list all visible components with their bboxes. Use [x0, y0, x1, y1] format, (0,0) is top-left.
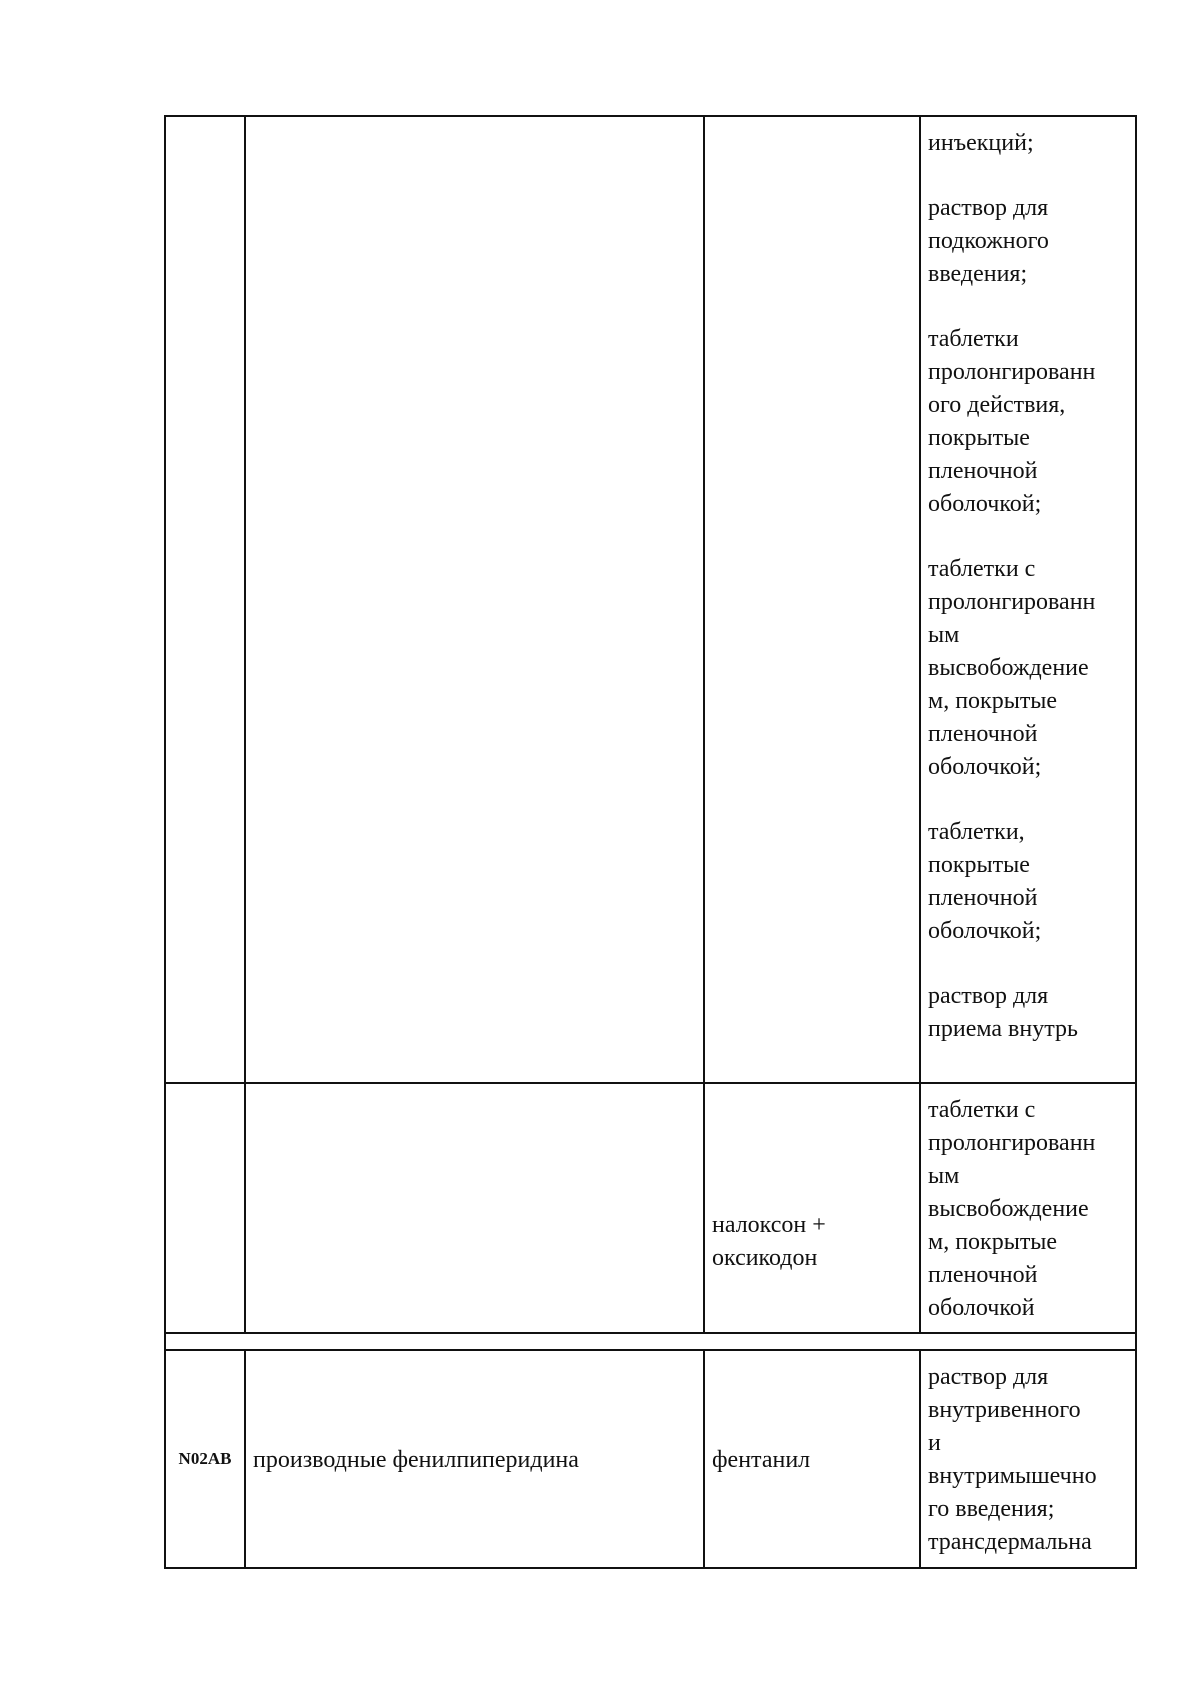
dosage-form: инъекций;: [928, 130, 1034, 156]
col-divider-3-lower: [919, 1349, 921, 1569]
row1-forms-cell: [928, 127, 1134, 1046]
col-divider-3-upper: [919, 115, 921, 1334]
dosage-form: таблетки с пролонгированн ым высвобождение м, покрытые пленочной оболочкой;: [928, 556, 1096, 780]
drug-group-name: производные фенилпиперидина: [253, 1447, 579, 1473]
row2-drug-cell: [712, 1176, 917, 1275]
row3-code-cell: [166, 1351, 244, 1567]
table-right-border: [1135, 115, 1137, 1569]
row2-code-cell: [166, 1084, 244, 1332]
row2-drug: налоксон + оксикодон: [712, 1212, 826, 1271]
row1-drug-cell: [705, 117, 919, 1082]
row1-group-cell: [246, 117, 703, 1082]
dosage-form: раствор для подкожного введения;: [928, 195, 1049, 287]
atc-code: N02AB: [178, 1449, 232, 1468]
row3-group-cell: [253, 1444, 698, 1477]
row2-forms-cell: [928, 1094, 1134, 1325]
col-divider-1-lower: [244, 1349, 246, 1569]
dosage-form: таблетки пролонгированн ого действия, покрытые пленочной оболочкой;: [928, 326, 1096, 517]
row3-top-border: [164, 1349, 1137, 1351]
dosage-form: раствор для приема внутрь: [928, 983, 1078, 1042]
row3-drug-cell: [712, 1444, 917, 1477]
row2-group-cell: [246, 1084, 703, 1332]
row3-forms-cell: [928, 1361, 1134, 1565]
row3-bottom-border: [164, 1567, 1137, 1569]
dosage-form: раствор для внутривенного и внутримышечно го введения; трансдермальна: [928, 1364, 1097, 1555]
row2-bottom-border: [164, 1332, 1137, 1334]
dosage-form: таблетки, покрытые пленочной оболочкой;: [928, 819, 1042, 944]
col-divider-2-lower: [703, 1349, 705, 1569]
drug-name: фентанил: [712, 1447, 811, 1473]
dosage-form: таблетки с пролонгированн ым высвобождение м, покрытые пленочной оболочкой: [928, 1097, 1096, 1321]
row1-code-cell: [166, 117, 244, 1082]
